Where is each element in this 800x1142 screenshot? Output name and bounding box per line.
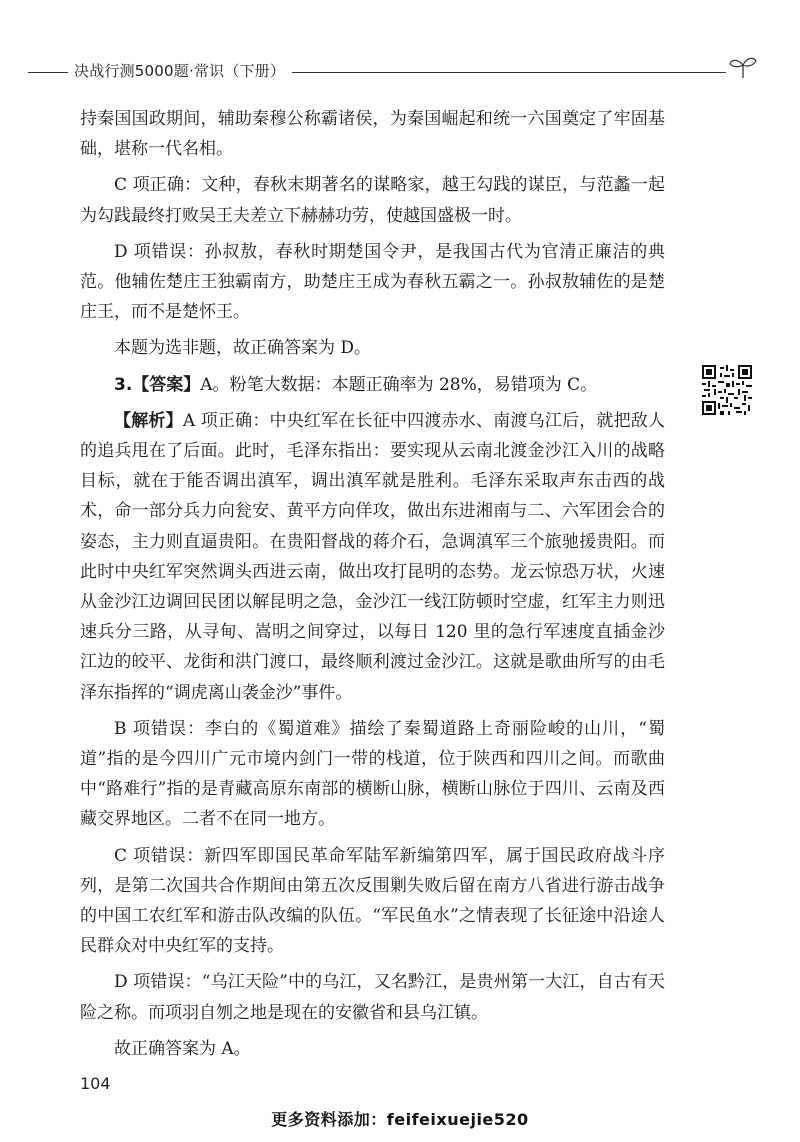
- paragraph: [80, 333, 665, 363]
- paragraph: [80, 841, 665, 962]
- paragraph: [80, 1034, 665, 1064]
- paragraph: [80, 104, 665, 164]
- paragraph: [80, 967, 665, 1027]
- paragraph-text: C 项错误：新四军即国民革命军陆军新编第四军，属于国民政府战斗序列，是第二次国共合作期间由第五次反围剿失败后留在南方八省进行游击战争的中国工农红军和游击队改编的队伍。“军民鱼水”之情表现了长征途中沿途人民群众对中央红军的支持。: [80, 845, 665, 957]
- paragraph: [80, 714, 665, 835]
- paragraph-text: A 项正确：中央红军在长征中四渡赤水、南渡乌江后，就把敌人的追兵甩在了后面。此时，毛泽东指出：要实现从云南北渡金沙江入川的战略目标，就在于能否调出滇军，调出滇军就是胜利。毛泽东采取声东击西的战术，命一部分兵力向瓮安、黄平方向佯攻，做出东进湘南与二、六军团会合的姿态，主力则直逼贵阳。在贵阳督战的蒋介石，急调滇军三个旅驰援贵阳。而此时中央红军突然调头西进云南，做出攻打昆明的态势。龙云惊恐万状，火速从金沙江边调回民团以解昆明之急，金沙江一线江防顿时空虚，红军主力则迅速兵分三路，从寻甸、嵩明之间穿过，以每日 120 里的急行军速度直插金沙江边的皎平、龙街和洪门渡口，最终顺利渡过金沙江。这就是歌曲所写的由毛泽东指挥的“调虎离山袭金沙”事件。: [80, 410, 666, 703]
- paragraph-text: D 项错误：孙叔敖，春秋时期楚国令尹，是我国古代为官清正廉洁的典范。他辅佐楚庄王独霸南方，助楚庄王成为春秋五霸之一。孙叔敖辅佐的是楚庄王，而不是楚怀王。: [80, 241, 665, 323]
- paragraph: [80, 170, 665, 230]
- qr-code-icon: [702, 365, 752, 415]
- sprout-icon: [728, 54, 758, 80]
- paragraph: [80, 237, 665, 328]
- paragraph-text: D 项错误：“乌江天险”中的乌江，又名黔江，是贵州第一大江，自古有天险之称。而项羽自刎之地是现在的安徽省和县乌江镇。: [80, 972, 665, 1023]
- paragraph-text: C 项正确：文种，春秋末期著名的谋略家，越王勾践的谋臣，与范蠡一起为勾践最终打败吴王夫差立下赫赫功劳，使越国盛极一时。: [80, 175, 665, 226]
- paragraph-text: 本题为选非题，故正确答案为 D。: [114, 338, 372, 359]
- header-rule-left: [28, 72, 68, 73]
- answer-tag: 3.【答案】: [114, 374, 201, 395]
- paragraph: [80, 370, 665, 400]
- paragraph-text: 故正确答案为 A。: [114, 1038, 251, 1059]
- answer-tag: 【解析】: [114, 410, 183, 431]
- paragraph: [80, 406, 665, 708]
- header-title: 决战行测5000题·常识（下册）: [74, 62, 286, 80]
- running-header: [0, 52, 800, 92]
- paragraph-text: B 项错误：李白的《蜀道难》描绘了秦蜀道路上奇丽险峻的山川，“蜀道”指的是今四川广元市境内剑门一带的栈道，位于陕西和四川之间。而歌曲中“路难行”指的是青藏高原东南部的横断山脉，横断山脉位于四川、云南及西藏交界地区。二者不在同一地方。: [80, 718, 665, 830]
- paragraph-text: 持秦国国政期间，辅助秦穆公称霸诸侯，为秦国崛起和统一六国奠定了牢固基础，堪称一代名相。: [80, 109, 665, 160]
- header-rule-right: [292, 72, 726, 73]
- footer-note: 更多资料添加：feifeixuejie520: [271, 1110, 529, 1129]
- page-number: 104: [80, 1074, 111, 1093]
- body-text: [80, 104, 665, 1070]
- paragraph-text: A。粉笔大数据：本题正确率为 28%，易错项为 C。: [200, 374, 598, 395]
